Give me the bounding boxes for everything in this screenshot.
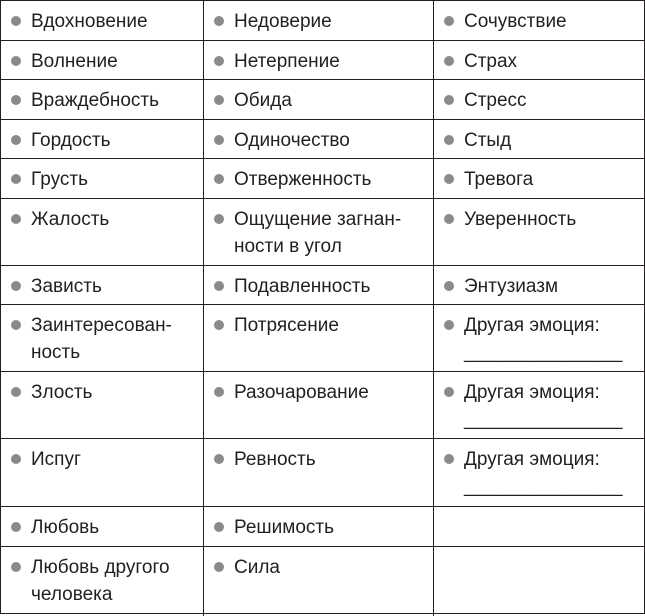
emotion-label: Уверенность <box>464 209 577 230</box>
emotion-cell <box>1 439 204 507</box>
emotion-label: Стресс <box>464 90 527 111</box>
emotion-label: Недоверие <box>234 11 332 32</box>
other-emotion-blank-line: _______________ <box>464 476 623 497</box>
emotion-cell <box>204 439 434 507</box>
emotion-label: Сочувствие <box>464 11 567 32</box>
emotion-label: Обида <box>234 90 292 111</box>
emotion-label: Вдохновение <box>31 11 148 32</box>
emotion-cell <box>204 305 434 372</box>
emotion-cell <box>204 120 434 159</box>
emotion-label: Энтузиазм <box>464 276 559 297</box>
emotion-cell <box>434 1 644 41</box>
emotion-cell <box>1 159 204 199</box>
emotion-cell <box>1 199 204 266</box>
other-emotion-cell <box>434 372 644 439</box>
emotion-cell <box>1 1 204 41</box>
emotion-label: Злость <box>31 382 93 403</box>
emotion-cell <box>434 120 644 159</box>
emotion-cell <box>204 159 434 199</box>
emotion-label-continued: ности в угол <box>234 236 342 257</box>
emotion-label: Отверженность <box>234 169 372 190</box>
emotion-cell <box>1 266 204 305</box>
emotion-cell <box>204 41 434 80</box>
emotion-cell <box>204 199 434 266</box>
emotion-label: Страх <box>464 51 518 72</box>
emotion-label: Зависть <box>31 276 102 297</box>
emotion-label: Заинтересован- <box>31 315 172 336</box>
emotion-cell <box>434 199 644 266</box>
emotion-cell <box>1 120 204 159</box>
emotion-label: Ревность <box>234 449 316 470</box>
emotion-cell <box>204 372 434 439</box>
emotion-label: Враждебность <box>31 90 159 111</box>
emotion-cell <box>204 1 434 41</box>
other-emotion-blank-line: _______________ <box>464 409 623 430</box>
emotion-cell <box>434 80 644 120</box>
emotion-label: Решимость <box>234 517 334 538</box>
emotion-cell <box>204 547 434 616</box>
emotion-label: Стыд <box>464 130 512 151</box>
emotion-label: Разочарование <box>234 382 369 403</box>
emotion-cell <box>1 372 204 439</box>
emotion-label: Испуг <box>31 449 81 470</box>
emotion-cell <box>1 547 204 616</box>
other-emotion-label: Другая эмоция: <box>464 315 600 336</box>
emotion-cell <box>434 159 644 199</box>
emotion-cell <box>204 266 434 305</box>
emotion-cell <box>204 507 434 547</box>
emotion-label-continued: ность <box>31 342 81 363</box>
emotion-cell <box>1 41 204 80</box>
emotion-cell <box>204 80 434 120</box>
empty-cell <box>434 547 644 616</box>
emotion-label: Любовь <box>31 517 100 538</box>
emotion-cell <box>434 41 644 80</box>
emotion-cell <box>1 80 204 120</box>
emotion-label: Волнение <box>31 51 118 72</box>
emotion-label: Одиночество <box>234 130 350 151</box>
emotion-label: Жалость <box>31 209 110 230</box>
emotion-label: Тревога <box>464 169 534 190</box>
other-emotion-cell <box>434 439 644 507</box>
empty-cell <box>434 507 644 547</box>
emotion-label: Сила <box>234 557 280 578</box>
emotion-cell <box>1 507 204 547</box>
emotion-label: Ощущение загнан- <box>234 209 402 230</box>
emotion-cell <box>1 305 204 372</box>
emotion-label: Любовь другого <box>31 557 170 578</box>
emotion-label: Гордость <box>31 130 111 151</box>
emotion-label: Нетерпение <box>234 51 340 72</box>
other-emotion-blank-line: _______________ <box>464 342 623 363</box>
emotion-label: Грусть <box>31 169 88 190</box>
emotion-label: Подавленность <box>234 276 371 297</box>
other-emotion-cell <box>434 305 644 372</box>
emotion-label: Потрясение <box>234 315 339 336</box>
other-emotion-label: Другая эмоция: <box>464 382 600 403</box>
emotion-cell <box>434 266 644 305</box>
other-emotion-label: Другая эмоция: <box>464 449 600 470</box>
emotion-label-continued: человека <box>31 584 113 605</box>
